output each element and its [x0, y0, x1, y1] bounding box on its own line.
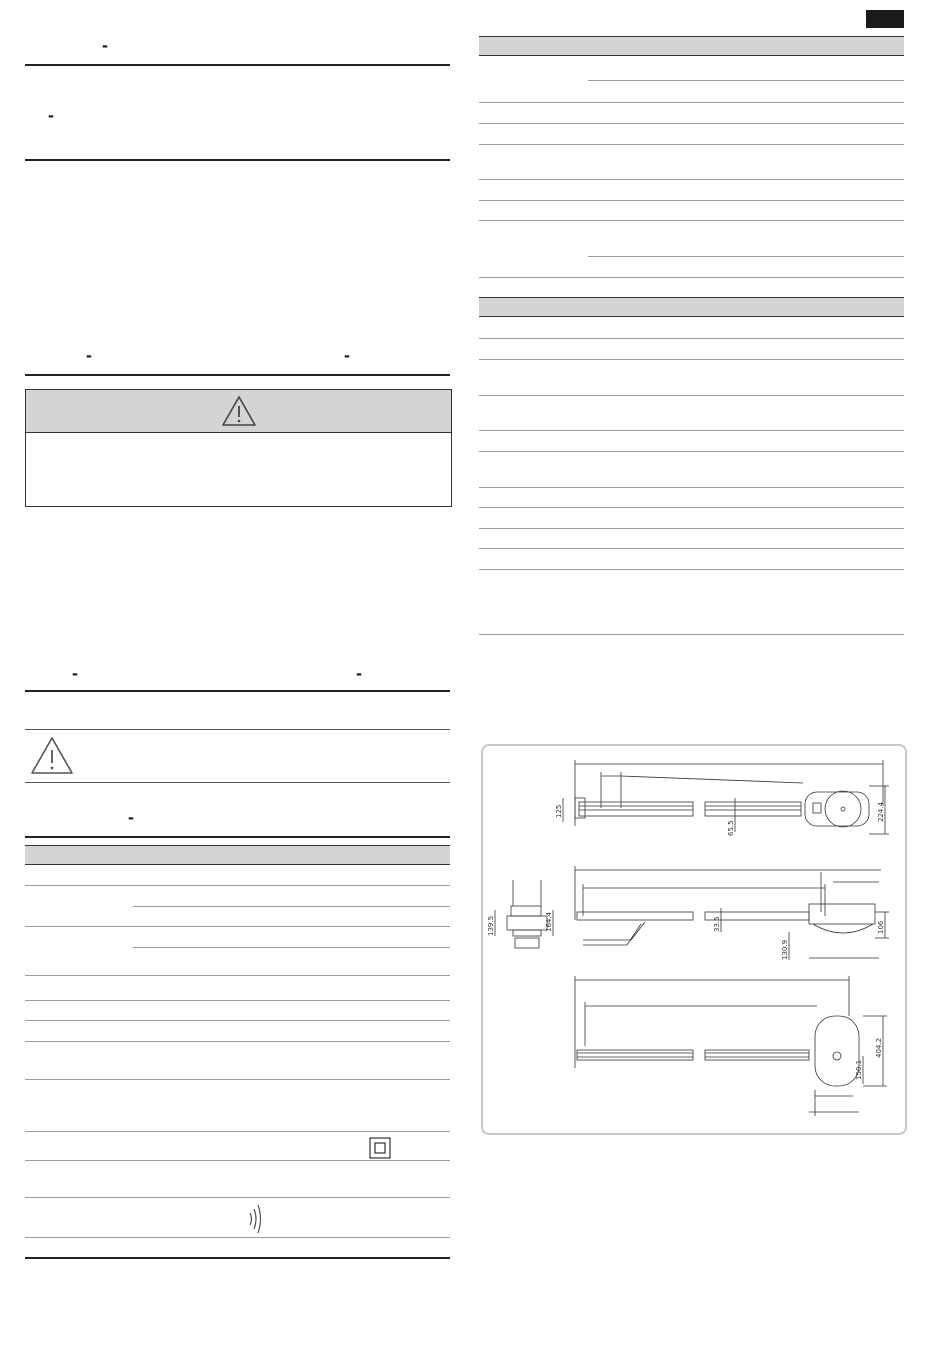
- table-row: [25, 1160, 450, 1161]
- table-row: [479, 634, 904, 635]
- table-header: [25, 845, 450, 865]
- dimension-drawing-frame: [481, 744, 907, 1135]
- table-row: [479, 338, 904, 339]
- table-row: [479, 528, 904, 529]
- divider: [25, 782, 450, 783]
- dimension-label: 65.5: [727, 820, 735, 836]
- table-row: [25, 885, 450, 886]
- divider: [25, 729, 450, 730]
- table-row: [479, 102, 904, 103]
- table-row: [479, 430, 904, 431]
- table-row: [25, 975, 450, 976]
- section-rule: [25, 159, 450, 161]
- table-row: [479, 395, 904, 396]
- dimension-drawing: [483, 746, 905, 1133]
- section-heading-dash: -: [128, 807, 134, 827]
- dimension-label: 150.1: [855, 1059, 863, 1080]
- warning-triangle-icon: [221, 395, 257, 427]
- section-heading-dash: -: [72, 663, 78, 683]
- warning-triangle-icon: [30, 736, 74, 776]
- table-row: [479, 179, 904, 180]
- table-row: [25, 926, 450, 927]
- language-badge: [866, 10, 904, 28]
- dimension-label: 404.2: [875, 1037, 883, 1058]
- table-row: [588, 80, 904, 81]
- table-bottom-rule: [25, 1257, 450, 1259]
- radio-waves-icon: [246, 1203, 264, 1235]
- table-row: [133, 906, 450, 907]
- dimension-label: 139.5: [487, 915, 495, 936]
- table-row: [133, 947, 450, 948]
- section-heading-dash: -: [344, 345, 350, 365]
- dimension-label: 106: [877, 920, 885, 934]
- table-row: [479, 507, 904, 508]
- table-row: [25, 1020, 450, 1021]
- section-rule: [25, 836, 450, 838]
- table-row: [25, 1079, 450, 1080]
- table-row: [25, 1237, 450, 1238]
- table-row: [25, 1197, 450, 1198]
- section-heading-dash: -: [356, 663, 362, 683]
- table-row: [479, 569, 904, 570]
- table-header: [479, 36, 904, 56]
- table-row: [25, 1131, 450, 1132]
- table-row: [479, 548, 904, 549]
- table-row: [479, 144, 904, 145]
- section-rule: [25, 690, 450, 692]
- table-row: [479, 220, 904, 221]
- section-rule: [25, 374, 450, 376]
- table-row: [479, 123, 904, 124]
- section-rule: [25, 64, 450, 66]
- dimension-label: 33.5: [713, 916, 721, 932]
- table-row: [479, 487, 904, 488]
- section-heading-dash: -: [86, 345, 92, 365]
- section-heading-dash: -: [102, 35, 108, 55]
- dimension-label: 164.4: [545, 911, 553, 932]
- table-row: [25, 1000, 450, 1001]
- table-row: [479, 277, 904, 278]
- table-row: [588, 256, 904, 257]
- dimension-label: 125: [555, 804, 563, 818]
- warning-box-header: [26, 390, 451, 433]
- section-heading-dash: -: [48, 105, 54, 125]
- table-row: [479, 451, 904, 452]
- table-row: [479, 359, 904, 360]
- table-row: [479, 200, 904, 201]
- dimension-label: 224.4: [877, 801, 885, 822]
- table-row: [25, 1041, 450, 1042]
- table-header: [479, 297, 904, 317]
- warning-box: [25, 389, 452, 507]
- dimension-label: 130.9: [781, 939, 789, 960]
- double-square-icon: [369, 1137, 391, 1159]
